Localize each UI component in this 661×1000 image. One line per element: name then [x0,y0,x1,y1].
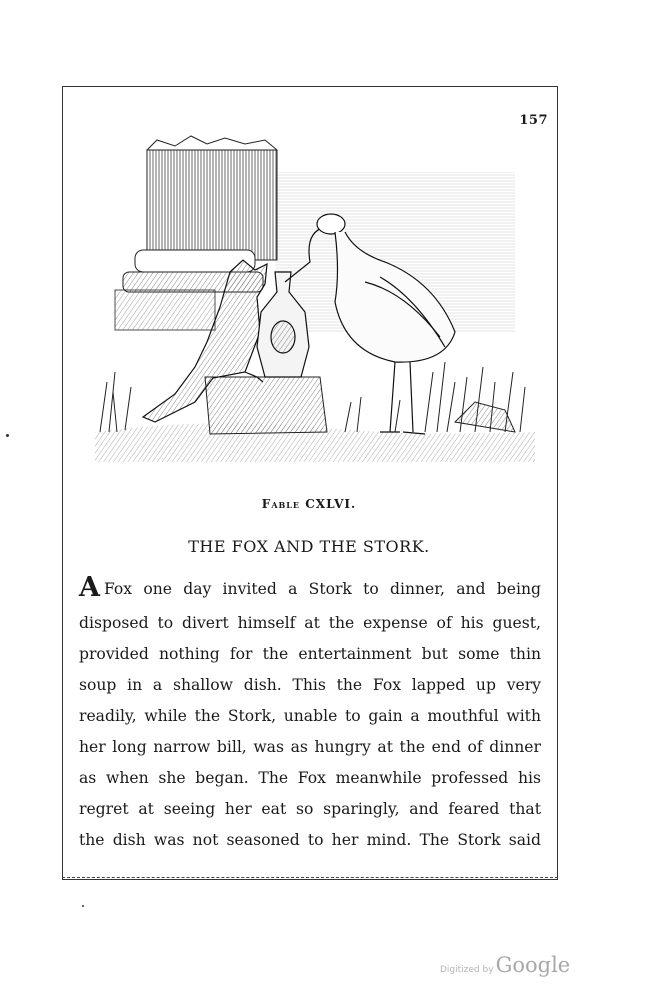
body-line-8: regret at seeing her eat so sparingly, and feared that [79,800,541,818]
body-line-3: provided nothing for the entertainment but some thin [79,645,541,663]
watermark-prefix: Digitized by [440,965,494,975]
body-line-1 [79,568,541,608]
body-line-7: as when she began. The Fox meanwhile professed his [79,769,541,787]
digitized-watermark [440,953,570,977]
page-number: 157 [519,113,548,128]
fable-number-prefix: Fable [261,497,301,511]
body-line-4: soup in a shallow dish. This the Fox lapped up very [79,676,541,694]
dropcap: A [79,572,100,603]
scan-speck [6,434,9,437]
watermark-brand: Google [495,953,571,977]
fable-body [79,568,541,856]
body-line-9: the dish was not seasoned to her mind. The Stork said [79,831,541,849]
body-line-6: her long narrow bill, was as hungry at the end of dinner [79,738,541,756]
scan-speck [82,905,84,907]
body-line-5: readily, while the Stork, unable to gain a mouthful with [79,707,541,725]
fable-title: THE FOX AND THE STORK. [188,537,430,556]
body-line-2: disposed to divert himself at the expense of his guest, [79,614,541,632]
fable-number-roman: CXLVI. [305,497,357,511]
fable-number [62,497,556,511]
fox-and-stork-engraving-icon [95,132,535,462]
body-line-text: Fox one day invited a Stork to dinner, and being [103,580,541,598]
